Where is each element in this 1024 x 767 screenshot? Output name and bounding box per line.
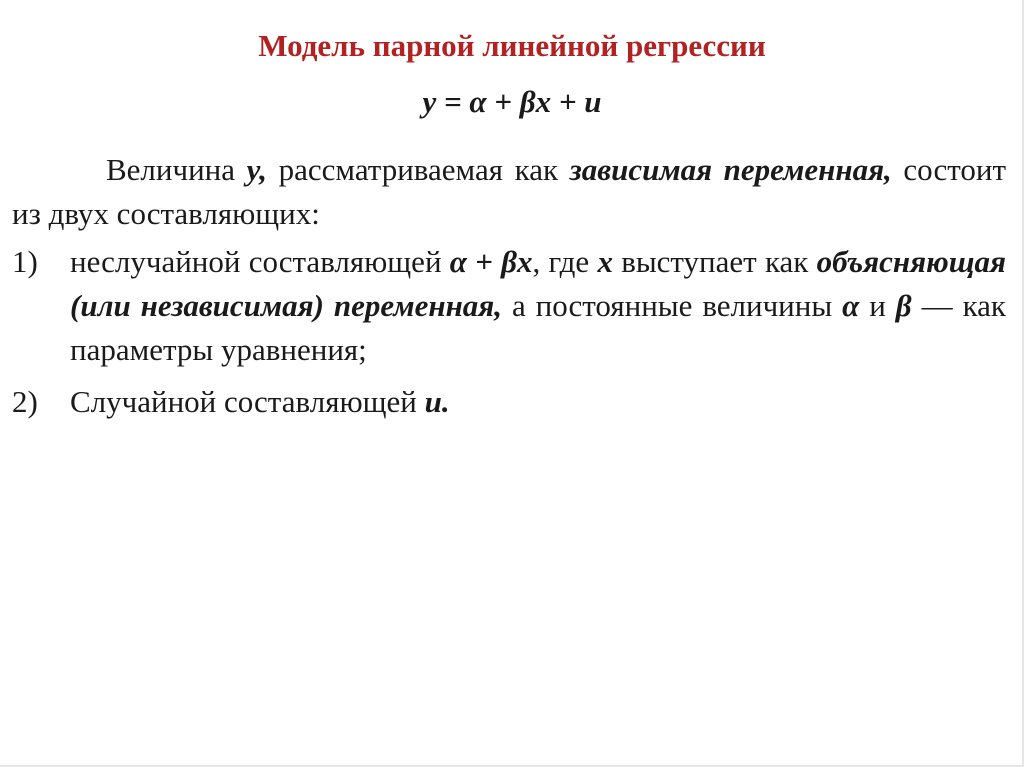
intro-text-3: состоит из двух составляющих: [12, 152, 1006, 231]
list-item [12, 240, 1006, 372]
intro-dependent-term: зависимая переменная, [569, 152, 892, 187]
item-1-text-6: — как параметры уравнения; [70, 288, 1006, 367]
item-1-text-5: и [859, 288, 896, 323]
item-1-text-4: а постоянные величины [502, 288, 843, 323]
components-list [12, 240, 1006, 432]
list-item-number: 1) [12, 244, 38, 279]
list-item-text [70, 380, 1006, 424]
item-1-alpha: α [842, 288, 860, 323]
list-item [12, 380, 1006, 424]
intro-paragraph [12, 148, 1006, 236]
item-1-text-2: , где [532, 244, 598, 279]
item-1-beta: β [895, 288, 912, 323]
item-2-text-1: Случайной составляющей [70, 384, 425, 419]
list-item-text [70, 240, 1006, 372]
intro-text-2: рассматриваемая как [267, 152, 570, 187]
item-1-text-1: неслучайной составляющей [70, 244, 450, 279]
intro-variable-y: y, [246, 152, 268, 187]
item-1-explanatory-term: объясняющая (или независимая) переменная, [70, 244, 1006, 323]
list-item-number: 2) [12, 384, 38, 419]
regression-formula: y = α + βx + u [422, 84, 602, 119]
intro-text-1: Величина [106, 152, 247, 187]
item-1-variable-x: x [597, 244, 613, 279]
slide-title: Модель парной линейной регрессии [258, 28, 766, 63]
item-2-variable-u: u. [424, 384, 450, 419]
item-1-expression: α + βx [449, 244, 533, 279]
item-1-text-3: выступает как [612, 244, 817, 279]
